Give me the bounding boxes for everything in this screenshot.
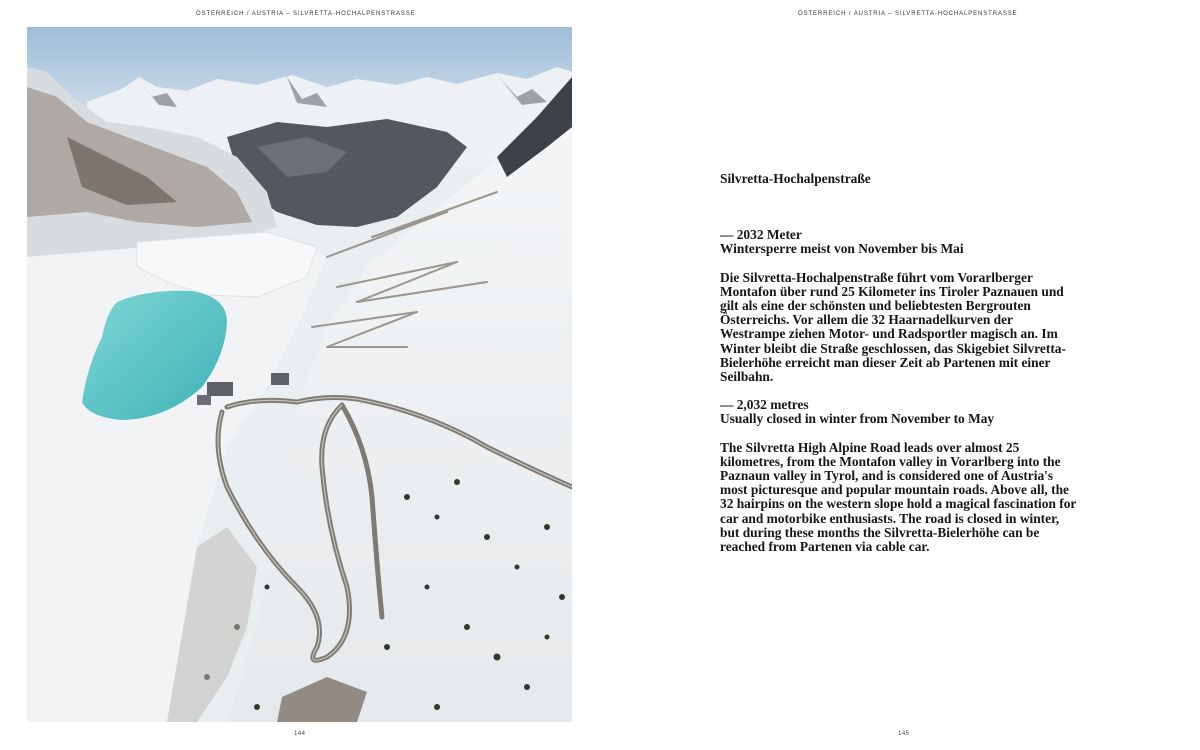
running-head-right: ÖSTERREICH / AUSTRIA – SILVRETTA-HOCHALPENSTRASSE xyxy=(798,11,1018,17)
alpine-road-photo xyxy=(27,27,572,722)
body-en: The Silvretta High Alpine Road leads over almost 25 kilometres, from the Montafon valley in Vorarlberg into the Paznaun valley in Tyrol, and is considered one of Austria's most picturesque and popular mountain roads. Above all, the 32 hairpins on the western slope hold a magical fascination for car and motorbike enthusiasts. The road is closed in winter, but during these months the Silvretta-Bielerhöhe can be reached from Partenen via cable car. xyxy=(720,439,1077,555)
article-title: Silvretta-Hochalpenstraße xyxy=(720,171,871,186)
page-number-right: 145 xyxy=(898,731,910,737)
article-text xyxy=(720,172,1080,554)
elevation-en: — 2,032 metres xyxy=(720,397,809,413)
page-number-left: 144 xyxy=(294,731,306,737)
closure-en: Usually closed in winter from November to May xyxy=(720,411,995,427)
body-de: Die Silvretta-Hochalpenstraße führt vom Vorarlberger Montafon über rund 25 Kilometer ins Tiroler Paznauen und gilt als eine der schönsten und beliebtesten Bergrouten Österreichs. Vor allem die 32 Haarnadelkurven der Westrampe ziehen Motor- und Radsportler magisch an. Im Winter bleibt die Straße geschlossen, das Skigebiet Silvretta-Bielerhöhe erreicht man dieser Zeit ab Partenen mit einer Seilbahn. xyxy=(720,269,1066,385)
elevation-de: — 2032 Meter xyxy=(720,227,802,243)
running-head-left: ÖSTERREICH / AUSTRIA – SILVRETTA-HOCHALPENSTRASSE xyxy=(196,11,416,17)
closure-de: Wintersperre meist von November bis Mai xyxy=(720,241,964,257)
